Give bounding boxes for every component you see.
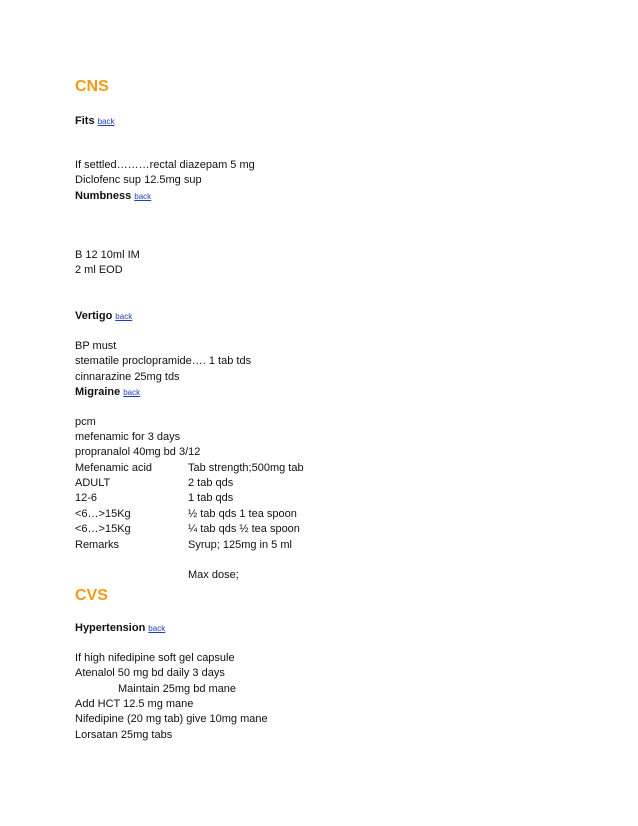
subheading-vertigo xyxy=(75,309,132,324)
dose-table-cell: <6…>15Kg xyxy=(75,508,131,520)
text-line: pcm xyxy=(75,416,96,428)
text-line: Lorsatan 25mg tabs xyxy=(75,729,173,741)
dose-table-row xyxy=(75,522,300,536)
vertigo-back-link[interactable]: back xyxy=(115,312,133,321)
text-line: Maintain 25mg bd mane xyxy=(118,683,237,695)
dose-table-cell: 12-6 xyxy=(75,492,98,504)
text-line: BP must xyxy=(75,340,117,352)
dose-table-row xyxy=(75,538,292,552)
dose-table-cell: Tab strength;500mg tab xyxy=(188,462,304,474)
dose-table-cell: ADULT xyxy=(75,477,111,489)
hypertension-back-link[interactable]: back xyxy=(148,624,166,633)
dose-table-cell: Mefenamic acid xyxy=(75,462,153,474)
migraine-back-link[interactable]: back xyxy=(123,388,141,397)
text-line: If settled………rectal diazepam 5 mg xyxy=(75,159,255,171)
dose-table-cell: <6…>15Kg xyxy=(75,523,131,535)
subheading-fits xyxy=(75,114,114,129)
dose-table-row xyxy=(75,461,304,475)
subheading-numbness xyxy=(75,189,151,204)
text-line: Diclofenc sup 12.5mg sup xyxy=(75,174,202,186)
subheading-hypertension xyxy=(75,621,165,636)
text-line: cinnarazine 25mg tds xyxy=(75,371,180,383)
section-heading-cvs: CVS xyxy=(75,587,108,604)
section-heading-cns: CNS xyxy=(75,78,109,95)
dose-table-cell: 1 tab qds xyxy=(188,492,234,504)
dose-table-cell: ¼ tab qds ½ tea spoon xyxy=(188,523,300,535)
subheading-numbness-title: Numbness xyxy=(75,190,132,202)
numbness-back-link[interactable]: back xyxy=(134,192,152,201)
subheading-migraine xyxy=(75,385,140,400)
text-line: stematile proclopramide…. 1 tab tds xyxy=(75,355,252,367)
text-line: 2 ml EOD xyxy=(75,264,123,276)
text-line: Nifedipine (20 mg tab) give 10mg mane xyxy=(75,713,268,725)
dose-table-cell: Syrup; 125mg in 5 ml xyxy=(188,539,292,551)
dose-table-cell: 2 tab qds xyxy=(188,477,234,489)
text-line: mefenamic for 3 days xyxy=(75,431,181,443)
text-line: Atenalol 50 mg bd daily 3 days xyxy=(75,667,225,679)
subheading-hypertension-title: Hypertension xyxy=(75,622,146,634)
dose-table-cell: ½ tab qds 1 tea spoon xyxy=(188,508,297,520)
dose-table-row xyxy=(75,476,234,490)
subheading-vertigo-title: Vertigo xyxy=(75,310,113,322)
dose-table-row xyxy=(75,491,234,505)
fits-back-link[interactable]: back xyxy=(97,117,115,126)
dose-table-cell: Remarks xyxy=(75,539,120,551)
text-line: B 12 10ml IM xyxy=(75,249,140,261)
subheading-fits-title: Fits xyxy=(75,115,95,127)
subheading-migraine-title: Migraine xyxy=(75,386,121,398)
max-dose-text: Max dose; xyxy=(188,569,239,581)
text-line: If high nifedipine soft gel capsule xyxy=(75,652,235,664)
dose-table-row xyxy=(75,507,297,521)
text-line: Add HCT 12.5 mg mane xyxy=(75,698,194,710)
text-line: propranalol 40mg bd 3/12 xyxy=(75,446,201,458)
